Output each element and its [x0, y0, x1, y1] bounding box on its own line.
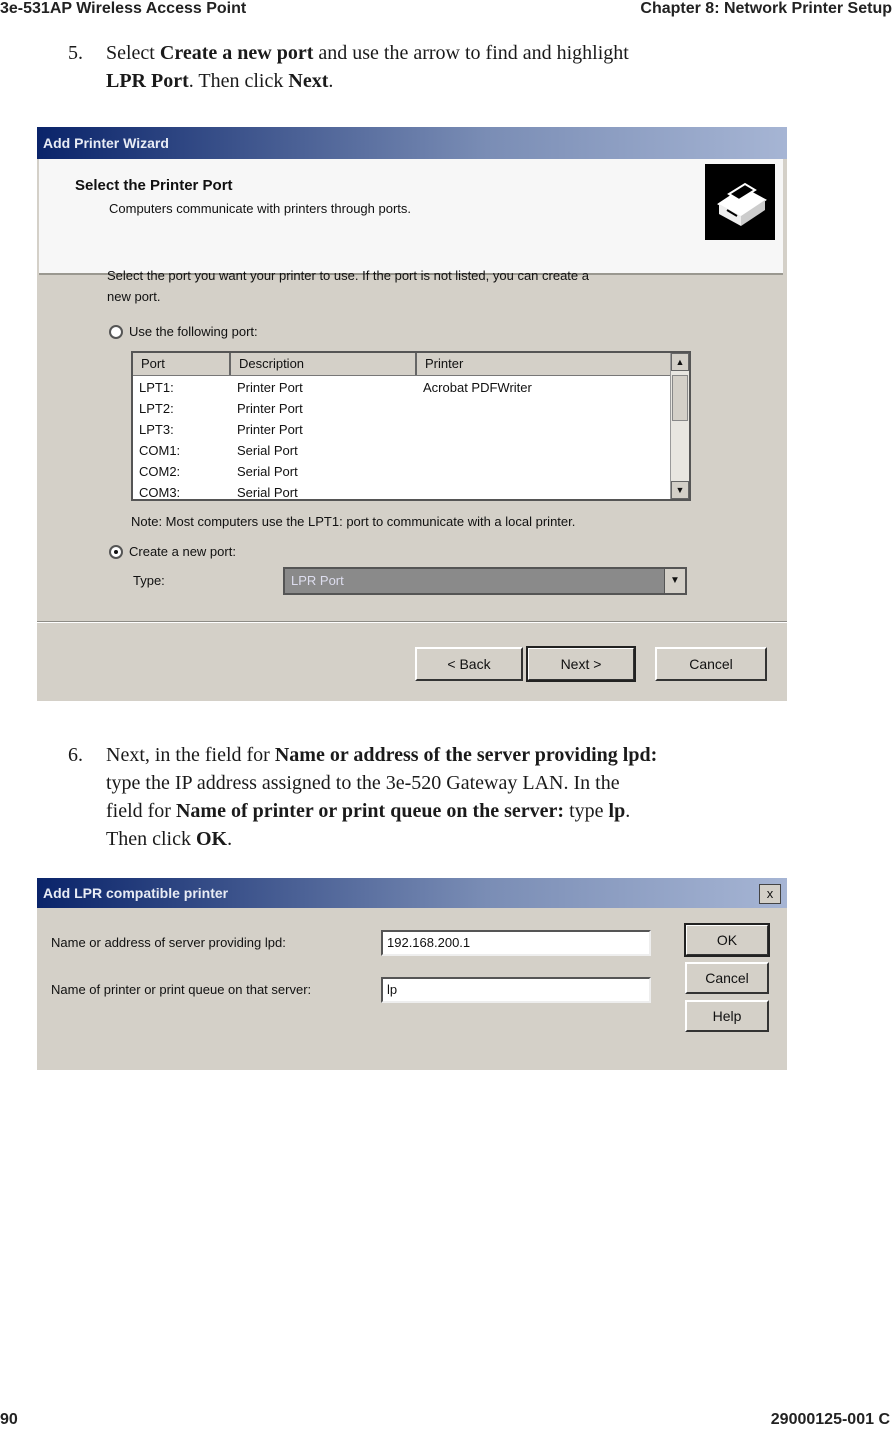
description-cell: Printer Port — [237, 401, 303, 416]
port-list-scrollbar[interactable] — [670, 353, 689, 499]
port-cell: LPT3: — [139, 422, 174, 437]
radio-use-following-port-label: Use the following port: — [129, 324, 258, 339]
step-5 — [68, 39, 788, 95]
server-address-label: Name or address of server providing lpd: — [51, 935, 286, 950]
add-printer-wizard-screenshot — [37, 127, 787, 701]
table-row[interactable] — [133, 440, 671, 461]
help-button[interactable]: Help — [685, 1000, 769, 1032]
port-cell: COM2: — [139, 464, 181, 479]
step-emphasis: Create a new port — [159, 42, 314, 64]
chevron-down-icon[interactable]: ▼ — [664, 569, 685, 593]
description-cell: Printer Port — [237, 422, 303, 437]
step-text: Select — [106, 42, 160, 64]
step-emphasis: lp — [608, 800, 626, 822]
step-6 — [68, 741, 788, 853]
port-cell: COM3: — [139, 485, 181, 500]
column-header-printer[interactable]: Printer — [425, 356, 464, 371]
wizard-heading: Select the Printer Port — [75, 177, 233, 194]
step-number: 6. — [68, 744, 83, 766]
description-cell: Serial Port — [237, 464, 298, 479]
step-text: . — [328, 70, 334, 92]
wizard-header-panel — [39, 159, 783, 275]
running-header-left: 3e-531AP Wireless Access Point — [0, 0, 247, 17]
ok-button[interactable]: OK — [685, 924, 769, 956]
description-cell: Serial Port — [237, 485, 298, 500]
step-emphasis: OK — [195, 828, 228, 850]
instruction-line-2: new port. — [107, 289, 161, 304]
step-text: type — [564, 800, 609, 822]
port-type-select[interactable] — [283, 567, 687, 595]
close-icon[interactable]: x — [759, 884, 781, 904]
column-header-port[interactable]: Port — [133, 353, 231, 375]
description-cell: Serial Port — [237, 443, 298, 458]
print-queue-input[interactable]: lp — [381, 977, 651, 1003]
column-header-description[interactable]: Description — [231, 353, 417, 375]
running-header-right: Chapter 8: Network Printer Setup — [640, 0, 892, 17]
back-button[interactable]: < Back — [415, 647, 523, 681]
port-cell: LPT2: — [139, 401, 174, 416]
step-emphasis: Name or address of the server providing lpd: — [274, 744, 658, 766]
printer-cell — [417, 440, 671, 461]
port-list-header — [133, 353, 671, 376]
printer-cell: Acrobat PDFWriter — [423, 380, 532, 395]
step-emphasis: LPR Port — [106, 70, 189, 92]
step-text: Next, in the field for — [106, 744, 275, 766]
print-queue-label: Name of printer or print queue on that server: — [51, 982, 312, 997]
wizard-subheading: Computers communicate with printers through ports. — [109, 201, 412, 216]
port-type-label: Type: — [133, 573, 165, 588]
printer-cell — [417, 419, 671, 440]
step-emphasis: Name of printer or print queue on the server: — [175, 800, 565, 822]
step-text: field for — [106, 800, 176, 822]
step-text: . Then click — [188, 70, 289, 92]
step-number: 5. — [68, 42, 83, 64]
port-type-value: LPR Port — [291, 573, 344, 588]
server-address-input[interactable]: 192.168.200.1 — [381, 930, 651, 956]
port-cell: COM1: — [139, 443, 181, 458]
wizard-divider — [37, 621, 787, 623]
scroll-up-arrow-icon[interactable]: ▲ — [671, 353, 689, 371]
add-lpr-printer-dialog-screenshot — [37, 878, 787, 1070]
document-number: 29000125-001 C — [770, 1411, 890, 1428]
printer-cell — [417, 482, 671, 503]
table-row[interactable] — [133, 419, 671, 440]
instruction-line-1: Select the port you want your printer to use. If the port is not listed, you can create a — [107, 268, 589, 283]
radio-create-new-port[interactable] — [109, 545, 123, 559]
table-row[interactable] — [133, 377, 671, 398]
wizard-title-bar: Add Printer Wizard — [37, 127, 787, 159]
step-text: Then click — [106, 828, 196, 850]
cancel-button[interactable]: Cancel — [655, 647, 767, 681]
page-number: 90 — [0, 1411, 18, 1428]
table-row[interactable] — [133, 482, 671, 503]
scroll-thumb[interactable] — [672, 375, 688, 421]
printer-cell — [417, 398, 671, 419]
step-text: and use the arrow to find and highlight — [313, 42, 629, 64]
port-cell: LPT1: — [139, 380, 174, 395]
description-cell: Printer Port — [237, 380, 303, 395]
scroll-down-arrow-icon[interactable]: ▼ — [671, 481, 689, 499]
table-row[interactable] — [133, 461, 671, 482]
port-list-rows — [133, 377, 671, 499]
radio-create-new-port-label: Create a new port: — [129, 544, 236, 559]
lpr-dialog-title-bar: Add LPR compatible printer — [37, 878, 787, 908]
step-emphasis: Next — [288, 70, 329, 92]
cancel-button[interactable]: Cancel — [685, 962, 769, 994]
step-text: type the IP address assigned to the 3e-520 Gateway LAN. In the — [106, 772, 620, 794]
printer-icon — [705, 164, 775, 240]
next-button[interactable]: Next > — [527, 647, 635, 681]
port-list[interactable] — [131, 351, 691, 501]
table-row[interactable] — [133, 398, 671, 419]
radio-use-following-port[interactable] — [109, 325, 123, 339]
port-note: Note: Most computers use the LPT1: port to communicate with a local printer. — [131, 514, 576, 529]
printer-cell — [417, 461, 671, 482]
step-text: . — [625, 800, 631, 822]
step-text: . — [227, 828, 233, 850]
